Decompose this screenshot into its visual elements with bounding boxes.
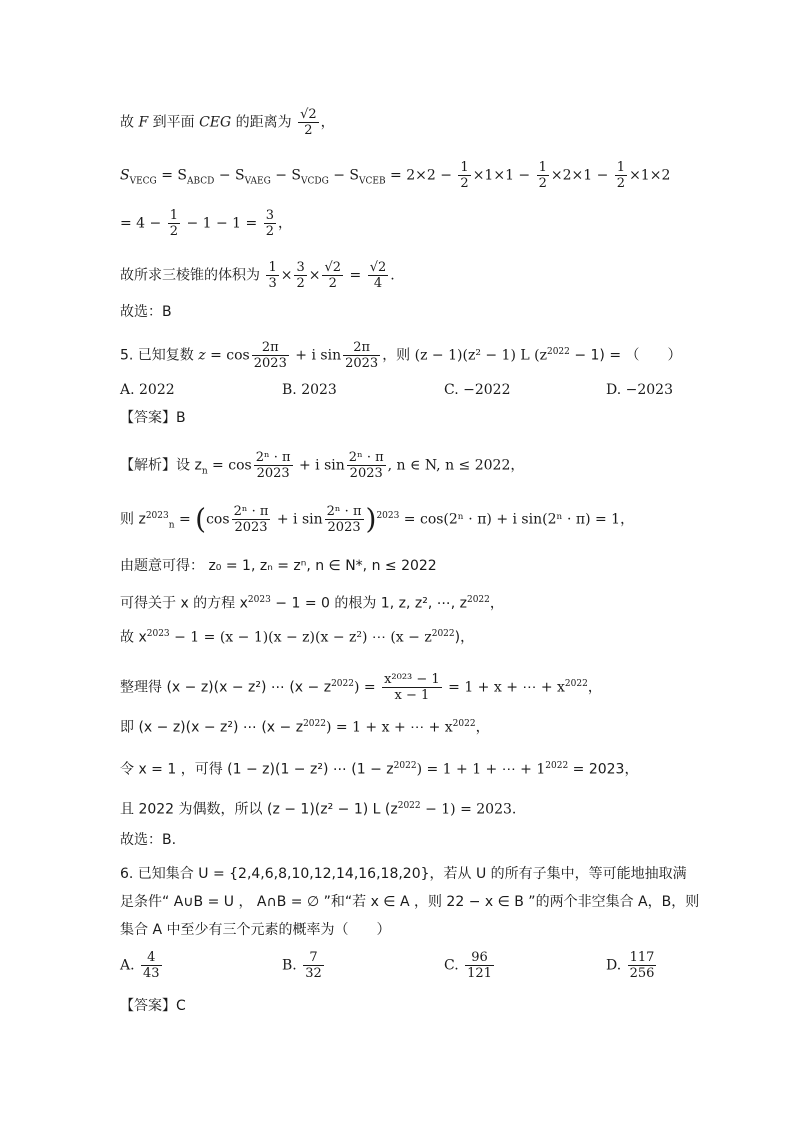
text: × (280, 267, 293, 284)
denominator: 2 (265, 224, 274, 239)
numerator: 2ⁿ · π (348, 450, 384, 465)
option-a (120, 950, 164, 981)
text: 故 (120, 114, 139, 131)
numerator: 3 (296, 260, 305, 275)
text: ， (587, 679, 602, 696)
option-c: C. −2022 (444, 382, 511, 398)
denominator: 2023 (327, 520, 361, 535)
var-F: F (138, 114, 149, 131)
analysis-line-6 (120, 672, 602, 703)
superscript: 2022 (331, 678, 354, 689)
analysis-line-2 (120, 504, 634, 535)
denominator: 32 (305, 966, 322, 981)
question-6-line-1: 6. 已知集合 U = {2,4,6,8,10,12,14,16,18,20}，若从 U 的所有子集中，等可能地抽取满 (120, 866, 687, 882)
text: 则 z (120, 511, 146, 528)
numerator: 1 (538, 160, 547, 175)
text: − 1 = 0 的根为 1, z, z², ⋯, z (270, 595, 467, 612)
subscript: n (168, 520, 175, 531)
text: − S (214, 167, 245, 184)
subscript: VAEG (244, 176, 271, 187)
option-d: D. −2023 (606, 382, 673, 398)
area-line (120, 160, 670, 191)
subscript: VCDG (301, 176, 329, 187)
fraction (298, 107, 319, 138)
denominator: 2023 (349, 466, 383, 481)
answer-5: 【答案】B (120, 410, 186, 426)
text: ) = 1 + 1 + ⋯ + 1 (416, 761, 546, 778)
text: = 1 + x + ⋯ + x (443, 679, 565, 696)
numerator: 2ⁿ · π (326, 504, 362, 519)
fraction (382, 672, 442, 703)
text: + i sin (272, 511, 323, 528)
text: 故 x (120, 629, 147, 646)
var-z: z (198, 347, 206, 364)
text: ( (195, 502, 207, 536)
text: 的距离为 (231, 114, 297, 131)
numerator: √2 (300, 107, 317, 122)
analysis-line-5 (120, 624, 474, 648)
denominator: 2 (616, 176, 626, 191)
text: ×1×1 − (472, 167, 535, 184)
text: ×1×2 (629, 167, 671, 184)
numerator: 1 (268, 260, 277, 275)
text: ×2×1 − (550, 167, 613, 184)
text: 故所求三棱锥的体积为 (120, 267, 265, 284)
subscript: VECG (129, 176, 157, 187)
text: ) = (353, 679, 381, 696)
var-CEG: CEG (199, 114, 232, 131)
text: + i sin (290, 347, 342, 364)
numerator: 3 (265, 208, 274, 223)
analysis-line-7 (120, 714, 490, 738)
denominator: 43 (143, 966, 160, 981)
numerator: 2π (343, 340, 380, 356)
question-6-line-3: 集合 A 中至少有三个元素的概率为（ ） (120, 922, 391, 938)
text: ) (365, 502, 377, 536)
denominator: 2023 (253, 356, 287, 371)
text: . (390, 267, 395, 284)
text: + i sin (294, 457, 345, 474)
denominator: 2023 (256, 466, 290, 481)
text: 令 x = 1 ，可得 (1 − z)(1 − z²) ⋯ (1 − z (120, 761, 394, 778)
choice-line: 故选：B (120, 304, 172, 320)
superscript: 2022 (466, 595, 490, 605)
denominator: 2 (296, 276, 305, 291)
text: − 1) = 2023. (420, 801, 517, 818)
analysis-line-3: 由题意可得： z₀ = 1, zₙ = zⁿ, n ∈ N*, n ≤ 2022 (120, 558, 437, 574)
subscript: VCEB (359, 176, 386, 187)
text: − S (328, 167, 360, 184)
question-6-line-2: 足条件“ A∪B = U ， A∩B = ∅ ”和“若 x ∈ A ，则 22 − x ∈ B ”的两个非空集合 A，B，则 (120, 894, 700, 910)
fraction (343, 340, 380, 371)
superscript: 2022 (564, 678, 588, 689)
fraction (294, 260, 306, 291)
superscript: 2022 (393, 761, 417, 771)
text: )， (454, 629, 475, 646)
fraction (368, 260, 389, 291)
fraction (537, 160, 549, 191)
text: 可得关于 x 的方程 x (120, 595, 248, 612)
fraction (347, 450, 386, 481)
text: × (308, 267, 321, 284)
numerator: √2 (324, 260, 342, 275)
option-label: B. (282, 957, 297, 974)
analysis-line-9 (120, 796, 516, 820)
option-label: C. (444, 957, 459, 974)
fraction (232, 504, 271, 535)
fraction (254, 450, 293, 481)
numerator: 2π (252, 340, 289, 356)
option-label: D. (606, 957, 622, 974)
numerator: 2ⁿ · π (255, 450, 291, 465)
text: = 4 − (120, 215, 166, 232)
numerator: 1 (460, 160, 469, 175)
denominator: x − 1 (394, 688, 430, 703)
superscript: 2022 (452, 719, 476, 729)
fraction (322, 260, 343, 291)
superscript: 2022 (397, 801, 421, 811)
label: 【解析】 (120, 457, 176, 474)
numerator: 2ⁿ · π (233, 504, 269, 519)
text: , n ∈ N, n ≤ 2022， (387, 457, 525, 474)
text: ， (489, 595, 504, 612)
denominator: 4 (373, 276, 383, 291)
text: 到平面 (148, 114, 200, 131)
fraction (458, 160, 470, 191)
denominator: 2 (169, 224, 178, 239)
text: cos (206, 511, 230, 528)
denominator: 121 (467, 966, 492, 981)
distance-line (120, 107, 335, 138)
denominator: 2 (538, 176, 547, 191)
text: − 1) = （ ） (569, 347, 682, 364)
text: ，则 (382, 347, 415, 364)
text: 即 (x − z)(x − z²) ⋯ (x − z (120, 719, 304, 736)
question-5 (120, 340, 682, 371)
fraction (465, 950, 494, 981)
numerator: x²⁰²³ − 1 (384, 672, 440, 687)
option-c (444, 950, 496, 981)
text: 设 z (176, 457, 202, 474)
superscript: 2022 (303, 719, 326, 729)
denominator: 2 (460, 176, 469, 191)
text: = (345, 267, 366, 284)
numerator: √2 (369, 260, 387, 275)
numerator: 117 (629, 950, 655, 965)
analysis-line-10: 故选：B. (120, 832, 177, 848)
denominator: 256 (629, 966, 655, 981)
analysis-line-1 (120, 450, 524, 481)
text: ， (320, 114, 335, 131)
fraction (325, 504, 364, 535)
denominator: 2023 (345, 356, 379, 371)
superscript: 2023 (376, 510, 400, 521)
superscript: 2023 (145, 510, 169, 521)
text: (z − 1)(z² − 1) L (z (414, 347, 547, 364)
option-b (282, 950, 326, 981)
text: − 1 − 1 = (182, 215, 262, 232)
text: − 1 = (x − 1)(x − z)(x − z²) ⋯ (x − z (169, 629, 432, 646)
superscript: 2022 (545, 761, 569, 771)
text: = cos (205, 347, 250, 364)
superscript: 2022 (546, 346, 570, 357)
text: 整理得 (x − z)(x − z²) ⋯ (x − z (120, 679, 332, 696)
fraction (168, 208, 180, 239)
option-d (606, 950, 658, 981)
fraction (264, 208, 276, 239)
text: = 2×2 − (385, 167, 457, 184)
denominator: 2 (328, 276, 337, 291)
denominator: 2 (304, 123, 313, 138)
subscript: n (201, 466, 208, 477)
subscript: ABCD (186, 176, 215, 187)
superscript: 2023 (146, 629, 170, 639)
option-label: A. (120, 957, 135, 974)
text: − S (270, 167, 301, 184)
option-a: A. 2022 (120, 382, 175, 398)
fraction (303, 950, 324, 981)
numerator: 1 (616, 160, 626, 175)
var-S: S (120, 167, 130, 184)
fraction (266, 260, 278, 291)
numerator: 7 (303, 950, 324, 966)
text: 且 2022 为偶数，所以 (z − 1)(z² − 1) L (z (120, 801, 398, 818)
fraction (252, 340, 289, 371)
text: ， (475, 719, 490, 736)
denominator: 3 (268, 276, 277, 291)
volume-line (120, 260, 395, 291)
fraction (628, 950, 657, 981)
fraction (141, 950, 162, 981)
fraction (615, 160, 627, 191)
superscript: 2023 (247, 595, 271, 605)
text: = cos (207, 457, 252, 474)
numerator: 1 (169, 208, 178, 223)
text: = (174, 511, 196, 528)
text: = cos(2ⁿ · π) + i sin(2ⁿ · π) = 1， (399, 511, 635, 528)
text: ) = 1 + x + ⋯ + x (325, 719, 453, 736)
text: 5. 已知复数 (120, 347, 199, 364)
text: ， (278, 215, 292, 232)
text: = S (156, 167, 187, 184)
analysis-line-4 (120, 590, 504, 614)
option-b: B. 2023 (282, 382, 337, 398)
analysis-line-8 (120, 756, 638, 780)
text: = 2023， (568, 761, 639, 778)
numerator: 4 (141, 950, 162, 966)
answer-6: 【答案】C (120, 998, 186, 1014)
area-result-line (120, 208, 292, 239)
superscript: 2022 (431, 629, 455, 639)
numerator: 96 (465, 950, 494, 966)
denominator: 2023 (234, 520, 268, 535)
